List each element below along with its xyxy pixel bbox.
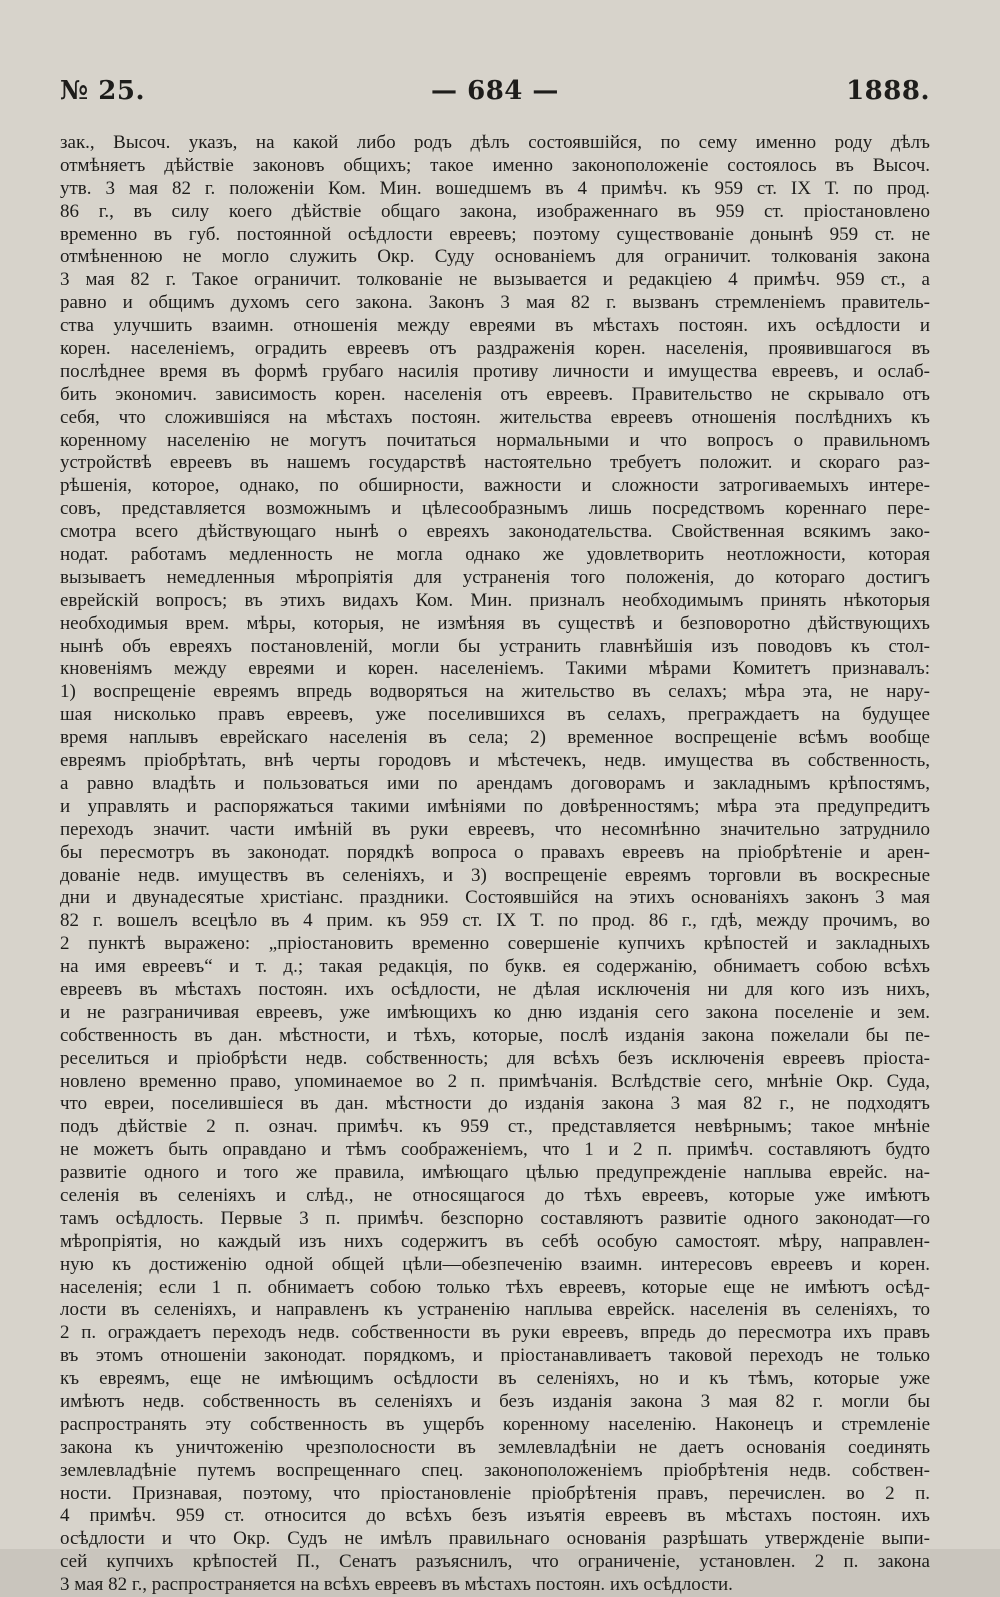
page-number: — 684 — [431,76,559,106]
text-line: населенія; если 1 п. обнимаетъ собою только тѣхъ евреевъ, которые еще не имѣютъ осѣд- [60,1276,930,1298]
text-line: развитіе одного и того же правила, имѣющаго цѣлью предупрежденіе наплыва еврейс. на- [60,1162,930,1184]
text-line: и не разграничивая евреевъ, уже имѣющихъ ко дню изданія сего закона поселеніе и зем. [60,1001,930,1023]
text-line: время наплывъ еврейскаго населенія въ села; 2) временное воспрещеніе всѣмъ вообще [60,727,930,749]
text-line: собственность въ дан. мѣстности, и тѣхъ, которые, послѣ изданія закона пожелали бы пе- [60,1024,930,1046]
text-line: 2 пунктѣ выражено: „пріостановить временно совершеніе купчихъ крѣпостей и закладныхъ [60,933,930,955]
text-line: евреямъ пріобрѣтать, внѣ черты городовъ и мѣстечекъ, недв. имущества въ собственность, [60,750,930,772]
text-line: лости въ селеніяхъ, и направленъ къ устраненію наплыва еврейск. населенія въ селеніяхъ, то [60,1299,930,1321]
text-line: къ евреямъ, еще не имѣющимъ осѣдлости въ селеніяхъ, но и къ тѣмъ, которые уже [60,1368,930,1390]
text-line: совъ, представляется возможнымъ и цѣлесообразнымъ лишь посредствомъ кореннаго пере- [60,498,930,520]
text-line: кновеніямъ между евреями и корен. населеніемъ. Такими мѣрами Комитетъ признавалъ: [60,658,930,680]
text-line: осѣдлости и что Окр. Судъ не имѣлъ правильнаго основанія разрѣшать утвержденіе выпи- [60,1528,930,1550]
text-line: дни и двунадесятые христіанс. праздники. Состоявшійся на этихъ основаніяхъ законъ 3 мая [60,887,930,909]
text-line: что евреи, поселившіеся въ дан. мѣстности до изданія закона 3 мая 82 г., не подходятъ [60,1093,930,1115]
text-line: утв. 3 мая 82 г. положеніи Ком. Мин. вошедшемъ въ 4 примѣч. къ 959 ст. IX Т. по прод. [60,177,930,199]
text-line: вызываетъ немедленныя мѣропріятія для устраненія того положенія, до котораго достигъ [60,566,930,588]
text-line: бы пересмотръ въ законодат. порядкѣ вопроса о правахъ евреевъ на пріобрѣтеніе и арен- [60,841,930,863]
text-line: мѣропріятія, но каждый изъ нихъ содержитъ въ себѣ особую самостоят. мѣру, направлен- [60,1230,930,1252]
text-line: 1) воспрещеніе евреямъ впредь водворяться на жительство въ селахъ; мѣра эта, не нару- [60,681,930,703]
text-line: 3 мая 82 г. Такое ограничит. толкованіе не вызывается и редакціею 4 примѣч. 959 ст., а [60,269,930,291]
text-line: шая нисколько правъ евреевъ, уже поселившихся въ селахъ, преграждаетъ на будущее [60,704,930,726]
text-line: на имя евреевъ“ и т. д.; такая редакція, по букв. ея содержанію, обнимаетъ собою всѣхъ [60,956,930,978]
page-header [60,76,930,124]
text-line: равно и общимъ духомъ сего закона. Законъ 3 мая 82 г. вызванъ стремленіемъ правитель- [60,292,930,314]
text-line: евреевъ въ мѣстахъ постоян. ихъ осѣдлости, не дѣлая исключенія ни для кого изъ нихъ, [60,978,930,1000]
body-text [60,132,930,1597]
text-line: 86 г., въ силу коего дѣйствіе общаго закона, изображеннаго въ 959 ст. пріостановлено [60,200,930,222]
text-line: распространять эту собственность въ ущербъ коренному населенію. Наконецъ и стремленіе [60,1413,930,1435]
text-line: бить экономич. зависимость корен. населенія отъ евреевъ. Правительство не скрывало отъ [60,383,930,405]
text-line: дованіе недв. имуществъ въ селеніяхъ, и 3) воспрещеніе евреямъ торговли въ воскресные [60,864,930,886]
text-line: ную къ достиженію одной общей цѣли—обезпеченію взаимн. интересовъ евреевъ и корен. [60,1253,930,1275]
text-line: 3 мая 82 г., распространяется на всѣхъ евреевъ въ мѣстахъ постоян. ихъ осѣдлости. [60,1574,733,1596]
text-line: сей купчихъ крѣпостей П., Сенатъ разъяснилъ, что ограниченіе, установлен. 2 п. закона [60,1551,930,1573]
text-line: коренному населенію не могутъ почитаться нормальными и что вопросъ о правильномъ [60,429,930,451]
text-line: 4 примѣч. 959 ст. относится до всѣхъ безъ изъятія евреевъ въ мѣстахъ постоян. ихъ [60,1505,930,1527]
text-line: устройствѣ евреевъ въ нашемъ государствѣ настоятельно требуетъ положит. и скораго раз- [60,452,930,474]
text-line: отмѣняетъ дѣйствіе законовъ общихъ; такое именно законоположеніе состоялось въ Высоч. [60,154,930,176]
text-line: нодат. работамъ медленность не могла однако же удовлетворить неотложности, которая [60,544,930,566]
text-line: нынѣ объ евреяхъ постановленій, могли бы устранить главнѣйшія изъ поводовъ къ стол- [60,635,930,657]
text-line: подъ дѣйствіе 2 п. означ. примѣч. къ 959 ст., представляется невѣрнымъ; такое мнѣніе [60,1116,930,1138]
text-line: ности. Признавая, поэтому, что пріостановленіе пріобрѣтенія правъ, перечислен. во 2 п. [60,1482,930,1504]
text-line: необходимыя врем. мѣры, которыя, не измѣняя въ существѣ и безповоротно дѣйствующихъ [60,612,930,634]
text-line: корен. населеніемъ, оградить евреевъ отъ раздраженія корен. населенія, проявившагося въ [60,338,930,360]
text-line: землевладѣніе путемъ воспрещеннаго спец. законоположеніемъ пріобрѣтенія недв. собствен- [60,1459,930,1481]
issue-number: № 25. [60,76,146,106]
text-line: закона къ уничтоженію чрезполосности въ землевладѣніи не даетъ основанія соединять [60,1436,930,1458]
text-line: 82 г. вошелъ всецѣло въ 4 прим. къ 959 ст. IX Т. по прод. 86 г., гдѣ, между прочимъ, во [60,910,930,932]
text-line: а равно владѣть и пользоваться ими по арендамъ договорамъ и закладнымъ крѣпостямъ, [60,772,930,794]
text-line: послѣднее время въ формѣ грубаго насилія противу личности и имущества евреевъ, и ослаб- [60,360,930,382]
text-line: временно въ губ. постоянной осѣдлости евреевъ; поэтому существованіе донынѣ 959 ст. не [60,223,930,245]
year: 1888. [846,76,930,106]
text-line: реселиться и пріобрѣсти недв. собственность; для всѣхъ безъ исключенія евреевъ пріоста- [60,1047,930,1069]
text-line: новлено временно право, упоминаемое во 2 п. примѣчанія. Вслѣдствіе сего, мнѣніе Окр. Суда, [60,1070,930,1092]
text-line: отмѣненною не могло служить Окр. Суду основаніемъ для ограничит. толкованія закона [60,246,930,268]
text-line: еврейскій вопросъ; въ этихъ видахъ Ком. Мин. призналъ необходимымъ принять нѣкоторыя [60,589,930,611]
text-line: въ этомъ отношеніи законодат. порядкомъ, и пріостанавливаетъ таковой переходъ не только [60,1345,930,1367]
text-line: и управлять и распоряжаться такими имѣніями по довѣренностямъ; мѣра эта предупредитъ [60,795,930,817]
text-line: переходъ значит. части имѣній въ руки евреевъ, что несомнѣнно значительно затруднило [60,818,930,840]
text-line: не можетъ быть оправдано и тѣмъ соображеніемъ, что 1 и 2 п. примѣч. составляютъ будто [60,1139,930,1161]
text-line: селенія въ селеніяхъ и слѣд., не относящагося до тѣхъ евреевъ, которые уже имѣютъ [60,1184,930,1206]
text-line: рѣшенія, которое, однако, по обширности, важности и сложности затрогиваемыхъ интере- [60,475,930,497]
text-line: смотра всего дѣйствующаго нынѣ о евреяхъ законодательства. Свойственная всякимъ зако- [60,521,930,543]
text-line: 2 п. ограждаетъ переходъ недв. собственности въ руки евреевъ, впредь до пересмотра ихъ правъ [60,1322,930,1344]
text-line: тамъ осѣдлость. Первые 3 п. примѣч. безспорно составляютъ развитіе одного законодат—го [60,1207,930,1229]
text-line: себя, что сложившіяся на мѣстахъ постоян. жительства евреевъ отношенія послѣднихъ къ [60,406,930,428]
text-line: ства улучшить взаимн. отношенія между евреями въ мѣстахъ постоян. ихъ осѣдлости и [60,315,930,337]
text-line: зак., Высоч. указъ, на какой либо родъ дѣлъ состоявшійся, по сему именно роду дѣлъ [60,132,930,153]
text-line: имѣютъ недв. собственность въ селеніяхъ и безъ изданія закона 3 мая 82 г. могли бы [60,1390,930,1412]
